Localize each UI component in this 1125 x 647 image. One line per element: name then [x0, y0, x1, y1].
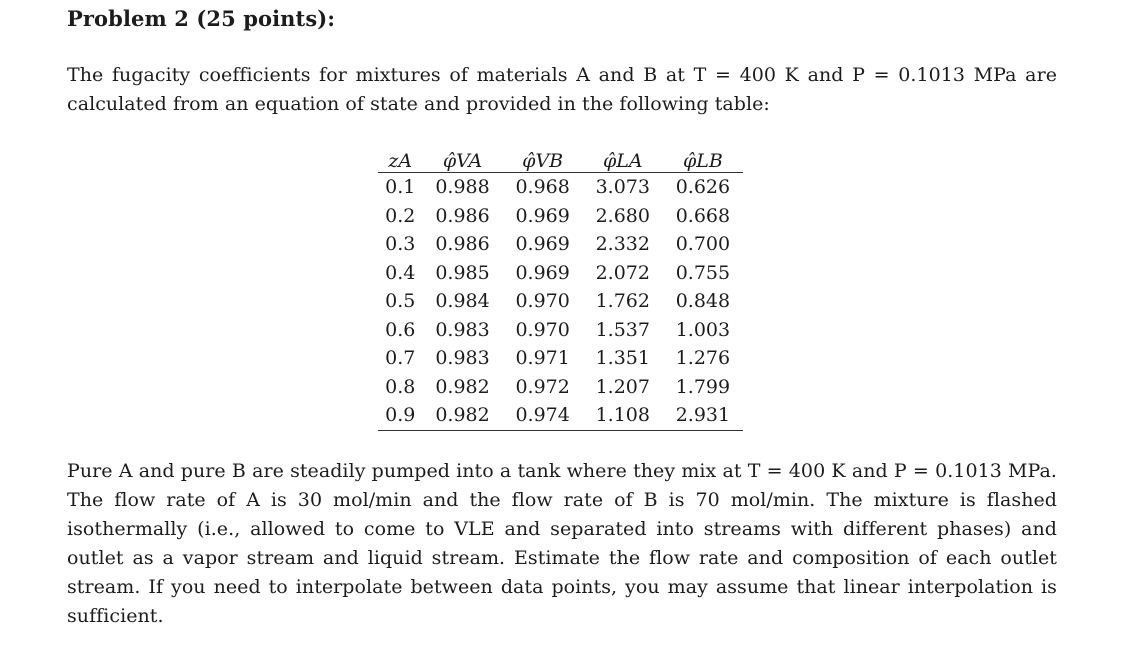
table-header-row — [378, 138, 743, 173]
problem-statement-paragraph: Pure A and pure B are steadily pumped into a tank where they mix at T = 400 K and P = 0.1013 MPa. The flow rate of A is 30 mol/min and the flow rate of B is 70 mol/min. The mixture is flashed isothermally (i.e., allowed to come to VLE and separated into streams with different phases) and outlet as a vapor stream and liquid stream. Estimate the flow rate and composition of each outlet stream. If you need to interpolate between data points, you may assume that linear interpolation is sufficient. — [67, 460, 1057, 627]
table-cell: 2.332 — [595, 233, 650, 256]
table-row — [378, 287, 743, 316]
table-cell: 3.073 — [595, 176, 650, 199]
table-row — [378, 202, 743, 231]
table-cell: 0.974 — [503, 401, 583, 430]
table-row — [378, 373, 743, 402]
table-cell: 0.986 — [435, 233, 490, 256]
table-cell: 1.762 — [595, 290, 650, 313]
table-cell: 0.971 — [515, 347, 570, 370]
table-cell: 0.968 — [515, 176, 570, 199]
table-cell: 2.931 — [663, 401, 743, 430]
table-cell: 0.984 — [435, 290, 490, 313]
table-cell: 0.700 — [675, 233, 731, 256]
table-cell: 2.680 — [595, 204, 650, 227]
fugacity-table — [378, 138, 743, 431]
table-cell: 0.970 — [515, 290, 570, 313]
table-cell: 0.668 — [675, 204, 731, 227]
table-body — [378, 173, 743, 431]
table-cell: 0.970 — [515, 318, 570, 341]
table-cell: 0.9 — [378, 401, 423, 430]
table-cell: 0.848 — [675, 290, 731, 313]
table-row — [378, 401, 743, 430]
table-row — [378, 173, 743, 202]
intro-paragraph: The fugacity coefficients for mixtures of materials A and B at T = 400 K and P = 0.1013 MPa are calculated from an equation of state and provided in the following table: — [67, 64, 1057, 115]
column-header: φ̂LA — [583, 138, 663, 173]
table-cell: 1.276 — [675, 347, 731, 370]
column-header: φ̂VB — [503, 138, 583, 173]
table-cell: 1.108 — [583, 401, 663, 430]
table-cell: 0.982 — [435, 375, 490, 398]
table-cell: 0.986 — [435, 204, 490, 227]
table-cell: 0.626 — [675, 176, 731, 199]
table-cell: 0.985 — [435, 261, 490, 284]
table-cell: 0.988 — [435, 176, 490, 199]
table-cell: 0.755 — [675, 261, 731, 284]
table-row — [378, 316, 743, 345]
column-header: φ̂LB — [663, 138, 743, 173]
table-cell: 1.003 — [675, 318, 731, 341]
table-cell: 0.3 — [385, 233, 416, 256]
table-cell: 0.983 — [435, 318, 490, 341]
table-row — [378, 259, 743, 288]
table-cell: 0.983 — [435, 347, 490, 370]
table-cell: 0.2 — [385, 204, 416, 227]
table-cell: 2.072 — [595, 261, 650, 284]
problem-title: Problem 2 (25 points): — [67, 6, 336, 31]
column-header: φ̂VA — [423, 138, 503, 173]
table-cell: 1.351 — [595, 347, 650, 370]
table-cell: 0.4 — [385, 261, 416, 284]
table-cell: 1.537 — [595, 318, 650, 341]
column-header: zA — [378, 138, 423, 173]
table-row — [378, 230, 743, 259]
table-cell: 0.8 — [385, 375, 416, 398]
table-cell: 0.969 — [515, 204, 570, 227]
table-row — [378, 344, 743, 373]
table-cell: 0.1 — [385, 176, 416, 199]
table-cell: 0.969 — [515, 261, 570, 284]
table-cell: 0.969 — [515, 233, 570, 256]
table-cell: 0.7 — [385, 347, 416, 370]
table-cell: 0.982 — [423, 401, 503, 430]
fugacity-table-container — [378, 138, 743, 431]
table-cell: 1.207 — [595, 375, 650, 398]
table-cell: 0.6 — [385, 318, 416, 341]
table-cell: 1.799 — [675, 375, 731, 398]
table-cell: 0.5 — [385, 290, 416, 313]
table-cell: 0.972 — [515, 375, 570, 398]
